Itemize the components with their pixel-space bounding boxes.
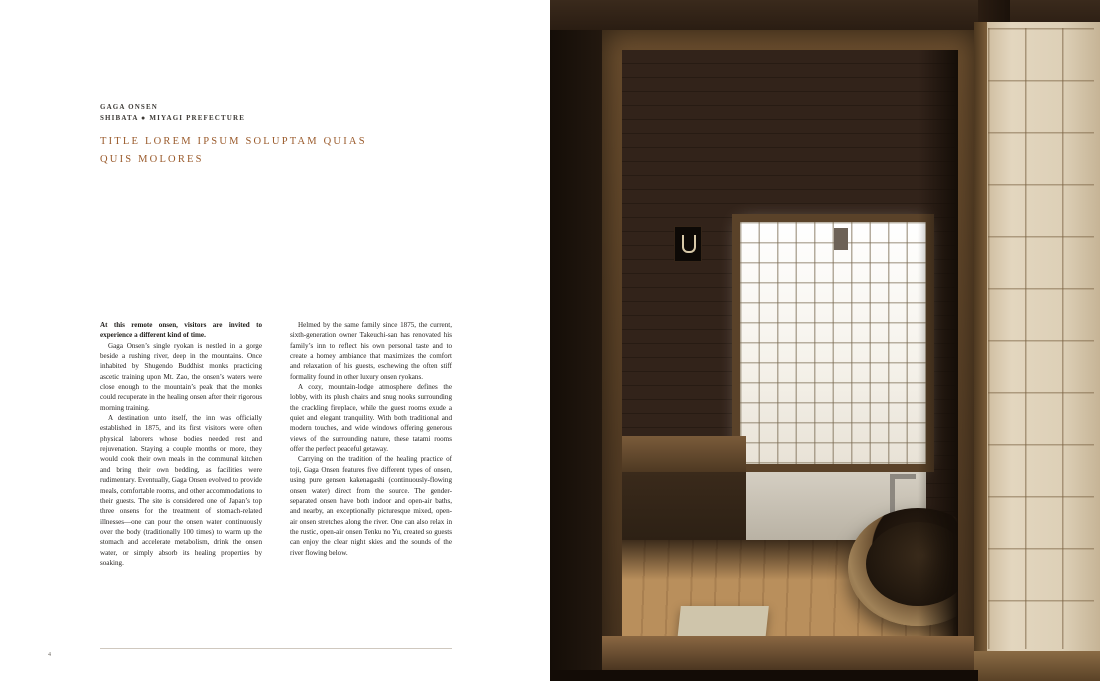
wall-switch	[834, 228, 848, 250]
kicker-location: GAGA ONSEN	[100, 103, 158, 111]
wooden-ledge	[622, 436, 746, 472]
paragraph: Gaga Onsen’s single ryokan is nestled in a gorge beside a rushing river, deep in the mountains. Once inhabited by Shugendo Buddhist monks practicing ascetic training upon Mt. Zao, the onsen’s waters were close enough to the mountain’s peak that the monks could recuperate in the healing onsen after their rigorous morning training.	[100, 341, 262, 412]
shoji-screen	[974, 22, 1100, 681]
page-title: TITLE LOREM IPSUM SOLUPTAM QUIAS QUIS MOLORES	[100, 136, 367, 165]
page-number: 4	[48, 652, 51, 658]
paragraph: A destination unto itself, the inn was officially established in 1875, and its first visitors were often physical laborers whose bodies needed rest and rejuvenation. Staying a couple months or more, they would cook their own meals in the communal kitchen and bring their own bedding, as facilities were rudimentary. Eventually, Gaga Onsen evolved to provide meals, comfortable rooms, and other accommodations to their guests. The site is considered one of Japan’s top three onsens for the treatment of stomach-related illnesses—one can pour the onsen water continuously over the body (traditionally 100 times) to warm up the stomach and accelerate metabolism, drink the onsen water, or simply absorb its healing properties by soaking.	[100, 414, 262, 567]
column-right	[290, 320, 452, 568]
article-lede: At this remote onsen, visitors are invited to experience a different kind of time.	[100, 321, 262, 340]
doorway-frame	[602, 30, 978, 670]
bath-mat	[675, 606, 769, 636]
footer-rule	[100, 648, 452, 649]
onsen-photograph	[550, 0, 1100, 681]
article-kicker	[100, 102, 320, 124]
left-wall	[550, 30, 608, 681]
column-left	[100, 320, 262, 568]
shoji-stile	[974, 22, 987, 681]
paragraph: Carrying on the tradition of the healing practice of toji, Gaga Onsen features five different types of onsen, using pure gensen kakenagashi (continuously-flowing onsen water) direct from the source. The gender-separated onsen have both indoor and open-air baths, and nearby, an exceptionally picturesque mixed, open-air onsen stretches along the river. One can also relax in the rustic, open-air onsen Tenku no Yu, created so guests can enjoy the clear night skies and the sounds of the river flowing below.	[290, 455, 452, 557]
window-frame	[732, 214, 934, 472]
paragraph: Helmed by the same family since 1875, the current, sixth-generation owner Takeuchi-san has renovated his family’s inn to reflect his own personal taste and to create a homey ambiance that maximizes the comfort and relaxation of his guests, eschewing the often stiff formality found in other luxury onsen ryokans.	[290, 321, 452, 381]
paragraph: A cozy, mountain-lodge atmosphere defines the lobby, with its plush chairs and snug nooks surrounding the crackling fireplace, while the guest rooms exude a quiet and elegant tranquility. With both traditional and modern touches, and wide windows offering generous views of the surrounding nature, these tatami rooms offer the perfect peaceful getaway.	[290, 383, 452, 454]
interior-right-shadow	[918, 50, 958, 636]
wall-lamp	[674, 226, 702, 262]
shoji-lattice	[988, 28, 1094, 649]
threshold-step	[602, 636, 978, 670]
bath-room-interior	[622, 50, 958, 636]
foreground-shadow	[550, 670, 978, 681]
body-columns	[100, 320, 452, 568]
shoji-bottom-rail	[974, 651, 1100, 681]
kicker-prefecture: SHIBATA ● MIYAGI PREFECTURE	[100, 114, 246, 122]
right-page-photo	[550, 0, 1100, 681]
